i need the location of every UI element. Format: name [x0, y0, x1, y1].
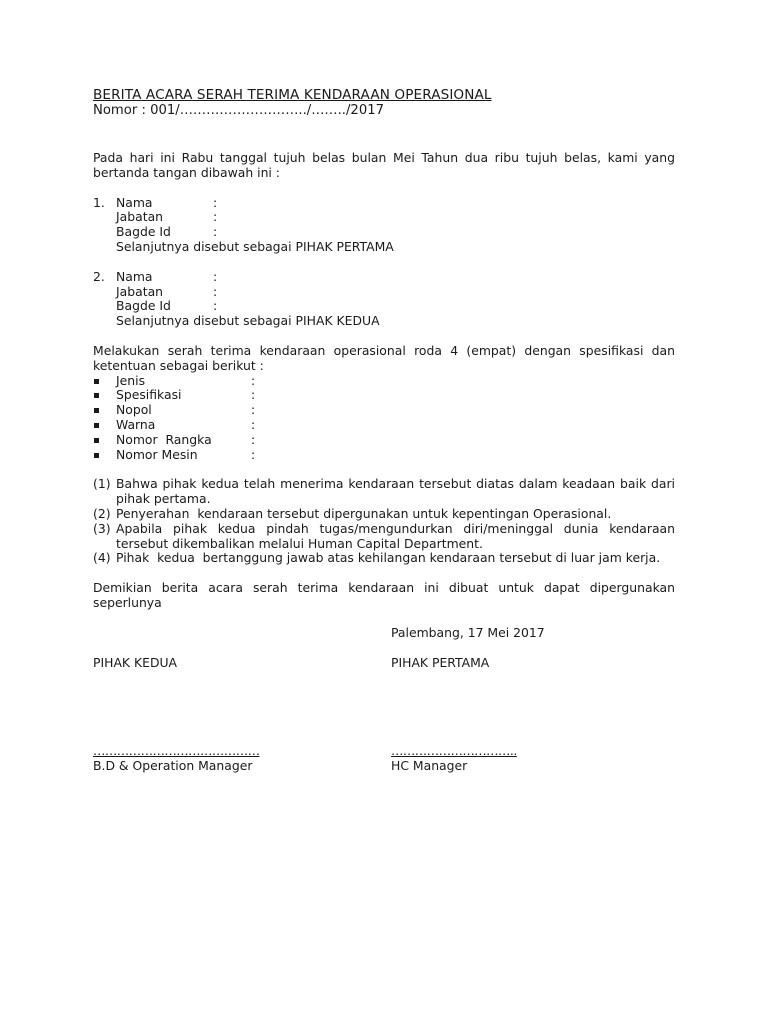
party-designation: Selanjutnya disebut sebagai PIHAK PERTAMA	[116, 238, 394, 254]
party-number: 1.	[93, 194, 105, 210]
party-field-row	[116, 285, 675, 300]
party-field-row	[116, 196, 675, 211]
term-text: Bahwa pihak kedua telah menerima kendaraan tersebut diatas dalam keadaan baik dari pihak pertama.	[116, 476, 675, 507]
spec-label: Spesifikasi	[116, 387, 182, 403]
field-label: Nama	[116, 194, 153, 210]
field-label: Jabatan	[116, 283, 164, 299]
intro-paragraph: Pada hari ini Rabu tanggal tujuh belas bulan Mei Tahun dua ribu tujuh belas, kami yang bertanda tangan dibawah ini :	[93, 150, 675, 180]
term-text: Apabila pihak kedua pindah tugas/mengundurkan diri/meninggal dunia kendaraan tersebut dikembalikan melalui Human Capital Department.	[116, 520, 675, 551]
document-page	[93, 88, 675, 774]
spec-colon: :	[251, 431, 256, 447]
spec-colon: :	[251, 402, 256, 418]
list-item	[93, 418, 675, 433]
square-bullet-icon	[93, 433, 116, 448]
field-colon: :	[213, 298, 218, 314]
field-colon: :	[213, 209, 218, 225]
field-label: Jabatan	[116, 209, 164, 225]
field-colon: :	[213, 283, 218, 299]
field-label: Bagde Id	[116, 298, 171, 314]
place-date: Palembang, 17 Mei 2017	[391, 624, 545, 640]
term-number: (3)	[93, 520, 111, 536]
party-number: 2.	[93, 268, 105, 284]
term-number: (2)	[93, 505, 111, 521]
spec-colon: :	[251, 387, 256, 403]
spec-label: Jenis	[116, 372, 146, 388]
spec-label: Nomor Rangka	[116, 431, 212, 447]
signature-party-left: PIHAK KEDUA	[93, 654, 178, 670]
field-colon: :	[213, 224, 218, 240]
party-field-row	[116, 299, 675, 314]
spec-colon: :	[251, 372, 256, 388]
term-number: (4)	[93, 550, 111, 566]
spec-colon: :	[251, 446, 256, 462]
square-bullet-icon	[93, 418, 116, 433]
list-item	[93, 448, 675, 463]
field-label: Nama	[116, 268, 153, 284]
term-number: (1)	[93, 476, 111, 492]
party-first-block	[93, 196, 675, 255]
spec-colon: :	[251, 416, 256, 432]
square-bullet-icon	[93, 403, 116, 418]
signature-line-left: ……………………………………	[93, 743, 260, 759]
list-item	[93, 507, 675, 522]
spec-label: Nomor Mesin	[116, 446, 198, 462]
spec-label: Nopol	[116, 402, 152, 418]
signature-line-right: …………………………..	[391, 743, 517, 759]
square-bullet-icon	[93, 448, 116, 463]
list-item	[93, 522, 675, 552]
party-field-row	[116, 210, 675, 225]
document-title: BERITA ACARA SERAH TERIMA KENDARAAN OPERASIONAL	[93, 87, 492, 103]
closing-paragraph: Demikian berita acara serah terima kendaraan ini dibuat untuk dapat dipergunakan seperlunya	[93, 580, 675, 610]
list-item	[93, 433, 675, 448]
square-bullet-icon	[93, 388, 116, 403]
terms-list	[93, 477, 675, 566]
list-item	[93, 551, 675, 566]
list-item	[93, 374, 675, 389]
document-number: Nomor : 001/………………………../……../2017	[93, 103, 384, 118]
field-colon: :	[213, 268, 218, 284]
spec-intro-paragraph: Melakukan serah terima kendaraan operasional roda 4 (empat) dengan spesifikasi dan ketentuan sebagai berikut :	[93, 342, 675, 373]
signature-title-right: HC Manager	[391, 758, 468, 774]
field-label: Bagde Id	[116, 224, 171, 240]
signature-lines	[93, 744, 675, 774]
party-second-block	[93, 270, 675, 329]
field-colon: :	[213, 194, 218, 210]
term-text: Penyerahan kendaraan tersebut dipergunakan untuk kepentingan Operasional.	[116, 505, 612, 521]
list-item	[93, 388, 675, 403]
signature-parties	[93, 656, 675, 671]
spec-label: Warna	[116, 416, 156, 432]
signature-party-right: PIHAK PERTAMA	[391, 654, 490, 670]
spec-list	[93, 374, 675, 463]
square-bullet-icon	[93, 374, 116, 389]
list-item	[93, 477, 675, 507]
party-designation: Selanjutnya disebut sebagai PIHAK KEDUA	[116, 313, 380, 329]
list-item	[93, 403, 675, 418]
term-text: Pihak kedua bertanggung jawab atas kehilangan kendaraan tersebut di luar jam kerja.	[116, 550, 661, 566]
party-field-row	[116, 270, 675, 285]
party-field-row	[116, 225, 675, 240]
signature-title-left: B.D & Operation Manager	[93, 758, 253, 774]
